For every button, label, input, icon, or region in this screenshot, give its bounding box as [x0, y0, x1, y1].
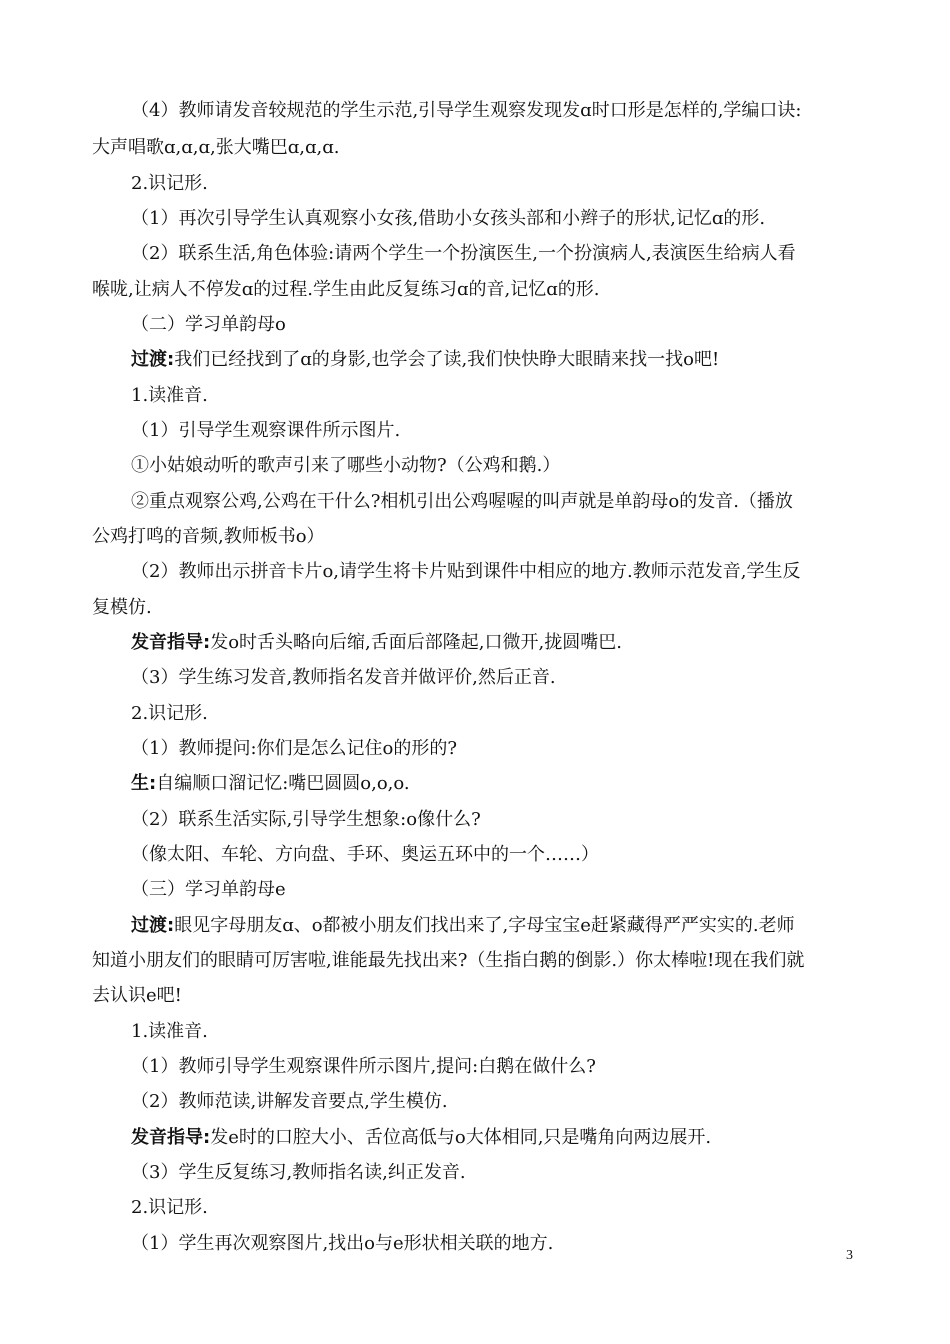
paragraph: 公鸡打鸣的音频,教师板书o）: [92, 526, 325, 547]
paragraph: 去认识e吧!: [92, 985, 182, 1006]
section-heading: （二）学习单韵母o: [131, 314, 286, 335]
paragraph: （2）联系生活实际,引导学生想象:o像什么?: [131, 809, 481, 830]
paragraph: （1）教师引导学生观察课件所示图片,提问:白鹅在做什么?: [131, 1056, 596, 1077]
label-guodu: 过渡:: [131, 349, 175, 370]
paragraph: （2）教师出示拼音卡片o,请学生将卡片贴到课件中相应的地方.教师示范发音,学生反: [131, 561, 801, 582]
paragraph: [131, 348, 860, 372]
paragraph: [131, 631, 860, 655]
paragraph-text: 发e时的口腔大小、舌位高低与o大体相同,只是嘴角向两边展开.: [210, 1127, 712, 1148]
paragraph: （2）联系生活,角色体验:请两个学生一个扮演医生,一个扮演病人,表演医生给病人看: [131, 243, 796, 264]
paragraph: 喉咙,让病人不停发ɑ的过程.学生由此反复练习ɑ的音,记忆ɑ的形.: [92, 279, 600, 300]
page-number: 3: [846, 1248, 853, 1263]
label-guodu: 过渡:: [131, 915, 175, 936]
paragraph: 大声唱歌ɑ,ɑ,ɑ,张大嘴巴ɑ,ɑ,ɑ.: [92, 137, 340, 158]
paragraph: （4）教师请发音较规范的学生示范,引导学生观察发现发ɑ时口形是怎样的,学编口诀:: [131, 100, 802, 121]
paragraph: 知道小朋友们的眼睛可厉害啦,谁能最先找出来?（生指白鹅的倒影.）你太棒啦!现在我们就: [92, 950, 805, 971]
subheading: 2.识记形.: [131, 1197, 208, 1218]
paragraph: （1）学生再次观察图片,找出o与e形状相关联的地方.: [131, 1233, 554, 1254]
paragraph-text: 我们已经找到了ɑ的身影,也学会了读,我们快快睁大眼睛来找一找o吧!: [174, 349, 720, 370]
paragraph: （1）引导学生观察课件所示图片.: [131, 420, 401, 441]
paragraph-text: 眼见字母朋友ɑ、o都被小朋友们找出来了,字母宝宝e赶紧藏得严严实实的.老师: [174, 915, 795, 936]
paragraph: （2）教师范读,讲解发音要点,学生模仿.: [131, 1091, 448, 1112]
subheading: 2.识记形.: [131, 703, 208, 724]
paragraph: （像太阳、车轮、方向盘、手环、奥运五环中的一个……）: [131, 844, 599, 865]
paragraph: [131, 914, 860, 938]
section-heading: （三）学习单韵母e: [131, 879, 286, 900]
subheading: 1.读准音.: [131, 1021, 208, 1042]
heading-shixingxing: 2.识记形.: [131, 173, 208, 194]
paragraph: （3）学生练习发音,教师指名发音并做评价,然后正音.: [131, 667, 556, 688]
paragraph: （1）教师提问:你们是怎么记住o的形的?: [131, 738, 458, 759]
paragraph: ①小姑娘动听的歌声引来了哪些小动物?（公鸡和鹅.）: [131, 455, 561, 476]
paragraph: 复模仿.: [92, 597, 152, 618]
subheading: 1.读准音.: [131, 385, 208, 406]
paragraph: [131, 1126, 860, 1150]
paragraph-text: 自编顺口溜记忆:嘴巴圆圆o,o,o.: [156, 773, 410, 794]
paragraph: （3）学生反复练习,教师指名读,纠正发音.: [131, 1162, 466, 1183]
paragraph: （1）再次引导学生认真观察小女孩,借助小女孩头部和小辫子的形状,记忆ɑ的形.: [131, 208, 766, 229]
paragraph-text: 发o时舌头略向后缩,舌面后部隆起,口微开,拢圆嘴巴.: [210, 632, 622, 653]
label-fayin: 发音指导:: [131, 1127, 211, 1148]
paragraph: ②重点观察公鸡,公鸡在干什么?相机引出公鸡喔喔的叫声就是单韵母o的发音.（播放: [131, 491, 793, 512]
label-sheng: 生:: [131, 773, 157, 794]
label-fayin: 发音指导:: [131, 632, 211, 653]
paragraph: [131, 772, 860, 796]
